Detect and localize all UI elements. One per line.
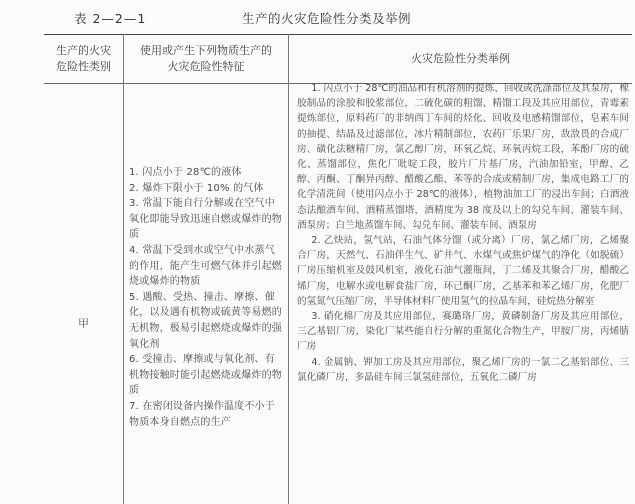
- header-category-line: 危险性类别: [56, 59, 111, 73]
- header-category-line: 生产的火灾: [56, 43, 111, 57]
- examples-cell: [297, 81, 629, 385]
- table-number: 表 2—2—1: [74, 11, 147, 26]
- characteristic-item: 3. 常温下能自行分解或在空气中氧化即能导致迅速自燃或爆炸的物质: [129, 198, 282, 241]
- header-characteristics: [124, 34, 288, 83]
- table-title: 生产的火灾危险性分类及举例: [242, 11, 412, 26]
- header-characteristics-line: 使用或产生下列物质生产的: [140, 43, 272, 57]
- header-category: [44, 34, 123, 83]
- example-paragraph: 3. 硝化棉厂房及其应用部位，赛璐珞厂房，黄磷制备厂房及其应用部位，三乙基铝厂房，染化厂某些能自行分解的重氮化合物生产，甲胺厂房，丙烯腈厂房: [297, 311, 629, 353]
- category-cell: 甲: [78, 317, 89, 330]
- header-examples-label: 火灾危险性分类举例: [411, 51, 510, 65]
- characteristic-item: 2. 爆炸下限小于 10% 的气体: [129, 182, 264, 194]
- header-examples: [289, 34, 632, 83]
- header-characteristics-line: 火灾危险性特征: [167, 59, 245, 73]
- characteristic-item: 4. 常温下受到水或空气中水蒸气的作用，能产生可燃气体并引起燃烧或爆炸的物质: [129, 244, 282, 288]
- characteristics-cell: [129, 165, 284, 430]
- characteristic-item: 1. 闪点小于 28℃的液体: [129, 167, 242, 178]
- example-paragraph: 4. 金属钠、钾加工房及其应用部位，聚乙烯厂房的一氯二乙基铝部位、三氯化磷厂房，多晶硅车间三氯氢硅部位，五氧化二磷厂房: [297, 356, 629, 383]
- characteristic-item: 7. 在密闭设备内操作温度不小于物质本身自燃点的生产: [129, 400, 275, 428]
- example-paragraph: 1. 闪点小于 28℃的油品和有机溶剂的提炼、回收或洗涤部位及其泵房，橡胶制品的涂胶和胶浆部位，二硫化碳的粗馏、精馏工段及其应用部位，青霉素提炼部位，原料药厂的非纳西丁车间的烃化、回收及电感精馏部位，皂素车间的抽提、结晶及过滤部位，冰片精制部位，农药厂乐果厂房，敌敌畏的合成厂房、磺化法糖精厂房，氯乙醇厂房，环氧乙烷、环氧丙烷工段，苯酚厂房的硫化、蒸馏部位，焦化厂吡啶工段，胶片厂片基厂房，汽油加铅室，甲醇、乙醇、丙酮、丁酮异丙醇、醋酸乙酯、苯等的合成或精制厂房，集成电路工厂的化学清洗间（使用闪点小于 28℃的液体），植物油加工厂的浸出车间；白酒液态法酿酒车间、酒精蒸馏塔，酒精度为 38 度及以上的勾兑车间、灌装车间、酒泵房；白兰地蒸馏车间、勾兑车间、灌装车间、酒泵房: [297, 83, 629, 231]
- fire-hazard-table: [44, 34, 632, 504]
- example-paragraph: 2. 乙炔站，氢气站，石油气体分馏（或分离）厂房，氯乙烯厂房，乙烯聚合厂房，天然气、石油伴生气、矿井气、水煤气或焦炉煤气的净化（如脱硫）厂房压缩机室及鼓风机室，液化石油气灌瓶间，丁二烯及其聚合厂房，醋酸乙烯厂房，电解水或电解食盐厂房，环己酮厂房，乙基苯和苯乙烯厂房，化肥厂的氢氮气压缩厂房，半导体材料厂使用氢气的拉晶车间，硅烷热分解室: [297, 235, 629, 307]
- table-caption: [0, 0, 635, 30]
- characteristic-item: 6. 受撞击、摩擦或与氧化剂、有机物接触时能引起燃烧或爆炸的物质: [129, 354, 282, 397]
- column-divider: [288, 34, 289, 504]
- column-divider: [123, 34, 124, 504]
- characteristic-item: 5. 遇酸、受热、撞击、摩擦、催化，以及遇有机物或硫黄等易燃的无机物，极易引起燃烧或爆炸的强氧化剂: [129, 291, 282, 350]
